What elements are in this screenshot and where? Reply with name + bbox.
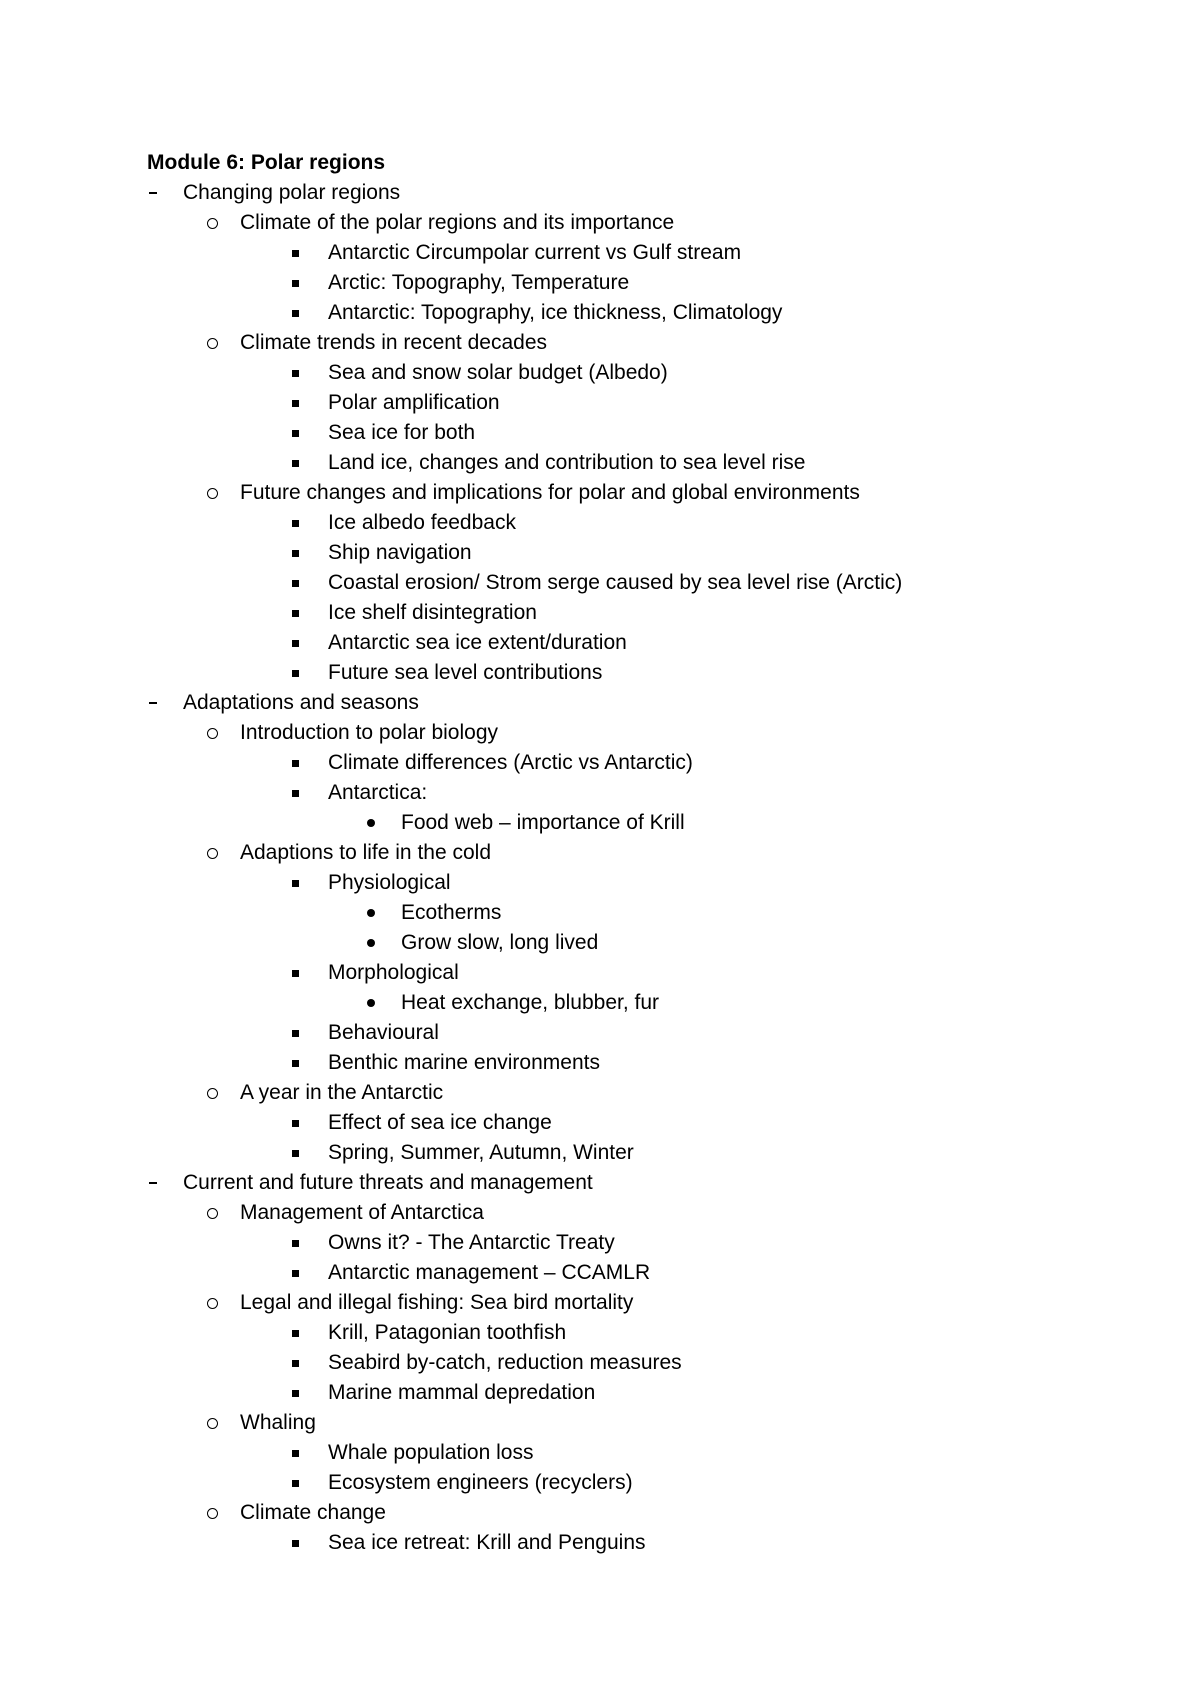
outline-item-text: Antarctic: Topography, ice thickness, Climatology [328, 301, 783, 324]
square-bullet-icon [287, 1048, 303, 1078]
filled-bullet-icon [363, 898, 379, 928]
outline-item-level-1 [0, 328, 1200, 358]
square-bullet-icon [287, 748, 303, 778]
outline-item-level-2 [0, 958, 1200, 988]
outline-item-text: Sea ice for both [328, 421, 476, 444]
square-bullet-icon [287, 358, 303, 388]
square-bullet-icon [287, 1438, 303, 1468]
outline-item-text: Benthic marine environments [328, 1051, 600, 1074]
square-bullet-icon [287, 538, 303, 568]
hollow-circle-bullet-icon [203, 1498, 221, 1528]
outline-item-text: Legal and illegal fishing: Sea bird mortality [240, 1291, 634, 1314]
hollow-circle-bullet-icon [203, 1078, 221, 1108]
square-bullet-icon [287, 1228, 303, 1258]
square-bullet-icon [287, 1528, 303, 1558]
square-bullet-icon [287, 1468, 303, 1498]
outline-item-level-3 [0, 928, 1200, 958]
outline-item-text: Current and future threats and management [183, 1171, 593, 1194]
outline-item-level-2 [0, 1048, 1200, 1078]
outline-item-level-1 [0, 838, 1200, 868]
square-bullet-icon [287, 508, 303, 538]
outline-item-level-2 [0, 568, 1200, 598]
dash-bullet-icon [145, 178, 161, 208]
square-bullet-icon [287, 958, 303, 988]
outline-item-text: Morphological [328, 961, 459, 984]
hollow-circle-bullet-icon [203, 328, 221, 358]
outline-item-text: Whaling [240, 1411, 316, 1434]
square-bullet-icon [287, 418, 303, 448]
outline-item-text: Future changes and implications for polar and global environments [240, 481, 860, 504]
outline-item-level-2 [0, 358, 1200, 388]
outline-item-level-2 [0, 1258, 1200, 1288]
outline-item-level-2 [0, 1108, 1200, 1138]
outline-item-level-2 [0, 1138, 1200, 1168]
outline-item-text: Future sea level contributions [328, 661, 603, 684]
outline-item-level-2 [0, 298, 1200, 328]
outline-item-text: Ice albedo feedback [328, 511, 516, 534]
square-bullet-icon [287, 298, 303, 328]
outline-item-level-3 [0, 898, 1200, 928]
outline-item-level-2 [0, 508, 1200, 538]
outline-item-level-2 [0, 268, 1200, 298]
hollow-circle-bullet-icon [203, 1198, 221, 1228]
square-bullet-icon [287, 1108, 303, 1138]
outline-item-text: Ship navigation [328, 541, 472, 564]
square-bullet-icon [287, 268, 303, 298]
square-bullet-icon [287, 598, 303, 628]
filled-bullet-icon [363, 928, 379, 958]
hollow-circle-bullet-icon [203, 478, 221, 508]
outline-item-text: Grow slow, long lived [401, 931, 599, 954]
outline-item-level-2 [0, 1378, 1200, 1408]
outline-item-text: Behavioural [328, 1021, 439, 1044]
square-bullet-icon [287, 1258, 303, 1288]
outline-item-text: Adaptions to life in the cold [240, 841, 491, 864]
outline-item-text: Owns it? - The Antarctic Treaty [328, 1231, 615, 1254]
hollow-circle-bullet-icon [203, 1288, 221, 1318]
square-bullet-icon [287, 448, 303, 478]
outline-item-text: Changing polar regions [183, 181, 401, 204]
square-bullet-icon [287, 1138, 303, 1168]
filled-bullet-icon [363, 808, 379, 838]
outline-item-text: Land ice, changes and contribution to sea level rise [328, 451, 806, 474]
outline-item-level-2 [0, 418, 1200, 448]
outline-item-text: Antarctic management – CCAMLR [328, 1261, 651, 1284]
outline-item-level-2 [0, 1348, 1200, 1378]
outline-item-level-3 [0, 808, 1200, 838]
dash-bullet-icon [145, 688, 161, 718]
outline-item-level-1 [0, 1498, 1200, 1528]
outline-item-text: Adaptations and seasons [183, 691, 419, 714]
outline-item-text: Sea ice retreat: Krill and Penguins [328, 1531, 646, 1554]
outline-item-level-2 [0, 1468, 1200, 1498]
outline-item-level-1 [0, 478, 1200, 508]
outline-item-text: Arctic: Topography, Temperature [328, 271, 630, 294]
outline-item-level-1 [0, 1408, 1200, 1438]
outline-item-level-3 [0, 988, 1200, 1018]
outline-item-level-2 [0, 1528, 1200, 1558]
outline-item-level-2 [0, 748, 1200, 778]
outline-item-level-2 [0, 1228, 1200, 1258]
outline-item-level-0 [0, 178, 1200, 208]
outline-item-text: Introduction to polar biology [240, 721, 498, 744]
outline-item-level-2 [0, 628, 1200, 658]
page-title: Module 6: Polar regions [147, 151, 386, 174]
outline-item-text: Physiological [328, 871, 451, 894]
outline-item-text: Whale population loss [328, 1441, 534, 1464]
hollow-circle-bullet-icon [203, 838, 221, 868]
outline-item-level-1 [0, 1198, 1200, 1228]
outline-item-text: Heat exchange, blubber, fur [401, 991, 660, 1014]
hollow-circle-bullet-icon [203, 1408, 221, 1438]
outline-item-text: Climate change [240, 1501, 386, 1524]
square-bullet-icon [287, 388, 303, 418]
hollow-circle-bullet-icon [203, 208, 221, 238]
outline-item-level-1 [0, 718, 1200, 748]
outline-item-level-2 [0, 1318, 1200, 1348]
outline-item-text: A year in the Antarctic [240, 1081, 444, 1104]
outline-item-text: Climate trends in recent decades [240, 331, 547, 354]
outline-item-level-2 [0, 658, 1200, 688]
outline-item-level-2 [0, 778, 1200, 808]
outline-item-text: Food web – importance of Krill [401, 811, 685, 834]
outline-item-level-1 [0, 208, 1200, 238]
dash-bullet-icon [145, 1168, 161, 1198]
hollow-circle-bullet-icon [203, 718, 221, 748]
outline-item-level-2 [0, 388, 1200, 418]
square-bullet-icon [287, 658, 303, 688]
outline-item-level-1 [0, 1078, 1200, 1108]
outline-item-text: Marine mammal depredation [328, 1381, 596, 1404]
outline-item-text: Krill, Patagonian toothfish [328, 1321, 567, 1344]
outline-item-text: Antarctica: [328, 781, 428, 804]
outline-item-text: Spring, Summer, Autumn, Winter [328, 1141, 634, 1164]
outline-item-text: Climate differences (Arctic vs Antarctic) [328, 751, 693, 774]
square-bullet-icon [287, 1378, 303, 1408]
outline-item-level-0 [0, 688, 1200, 718]
outline-item-level-2 [0, 538, 1200, 568]
outline-item-text: Ice shelf disintegration [328, 601, 537, 624]
outline-item-text: Antarctic sea ice extent/duration [328, 631, 627, 654]
outline-item-level-2 [0, 1018, 1200, 1048]
outline-item-text: Ecotherms [401, 901, 502, 924]
outline-item-text: Coastal erosion/ Strom serge caused by sea level rise (Arctic) [328, 571, 903, 594]
outline-item-level-0 [0, 1168, 1200, 1198]
outline-list [0, 178, 1200, 1558]
outline-item-level-2 [0, 448, 1200, 478]
outline-item-text: Seabird by-catch, reduction measures [328, 1351, 682, 1374]
outline-item-text: Antarctic Circumpolar current vs Gulf stream [328, 241, 742, 264]
outline-item-level-1 [0, 1288, 1200, 1318]
outline-item-text: Management of Antarctica [240, 1201, 484, 1224]
square-bullet-icon [287, 628, 303, 658]
square-bullet-icon [287, 1018, 303, 1048]
outline-item-level-2 [0, 238, 1200, 268]
outline-item-text: Climate of the polar regions and its importance [240, 211, 675, 234]
square-bullet-icon [287, 778, 303, 808]
square-bullet-icon [287, 1318, 303, 1348]
outline-item-text: Effect of sea ice change [328, 1111, 552, 1134]
outline-item-text: Sea and snow solar budget (Albedo) [328, 361, 668, 384]
filled-bullet-icon [363, 988, 379, 1018]
outline-item-text: Ecosystem engineers (recyclers) [328, 1471, 633, 1494]
square-bullet-icon [287, 1348, 303, 1378]
square-bullet-icon [287, 868, 303, 898]
square-bullet-icon [287, 568, 303, 598]
outline-item-level-2 [0, 598, 1200, 628]
outline-item-level-2 [0, 868, 1200, 898]
outline-item-level-2 [0, 1438, 1200, 1468]
outline-item-text: Polar amplification [328, 391, 500, 414]
square-bullet-icon [287, 238, 303, 268]
